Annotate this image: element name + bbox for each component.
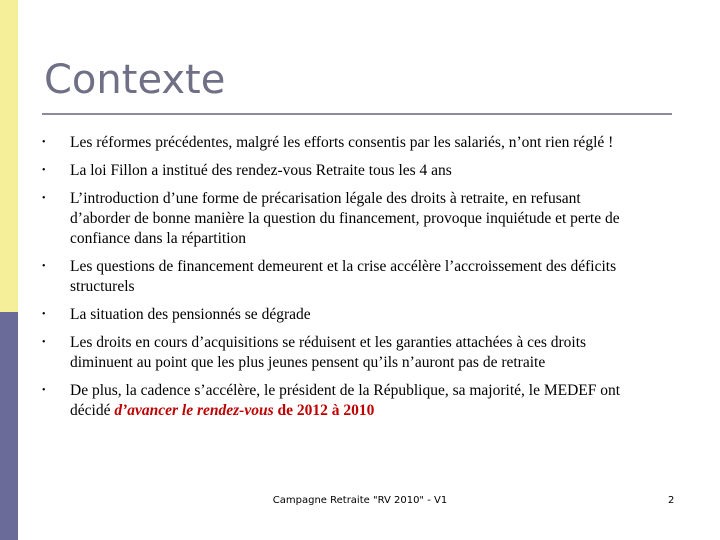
slide-title: Contexte	[44, 57, 226, 103]
bullet-text: La situation des pensionnés se dégrade	[70, 306, 311, 323]
bullet-text: L’introduction d’une forme de précarisation légale des droits à retraite, en refusant d’aborder de bonne manière la question du financement, provoque inquiétude et perte de confiance dans la répartition	[70, 190, 620, 247]
bullet-marker: •	[42, 261, 46, 272]
bullet-marker: •	[42, 193, 46, 204]
bullet-item-last	[42, 381, 642, 421]
bullet-text: Les droits en cours d’acquisitions se réduisent et les garanties attachées à ces droits diminuent au point que les plus jeunes pensent qu’ils n’auront pas de retraite	[70, 334, 587, 371]
bullet-list	[42, 133, 642, 429]
bullet-item	[42, 189, 642, 249]
bullet-marker: •	[42, 137, 46, 148]
title-divider	[42, 113, 672, 115]
bullet-text: Les réformes précédentes, malgré les efforts consentis par les salariés, n’ont rien réglé !	[70, 134, 614, 151]
bullet-emphasis-italic: d’avancer le rendez-vous	[114, 402, 274, 419]
bullet-emphasis-bold: de 2012 à 2010	[273, 402, 375, 419]
side-band-yellow	[0, 0, 18, 312]
bullet-text-prefix: De plus, la cadence s’accélère, le président de la République, sa majorité, le MEDEF ont décidé	[70, 382, 621, 419]
bullet-text: Les questions de financement demeurent et la crise accélère l’accroissement des déficits structurels	[70, 258, 617, 295]
bullet-item	[42, 257, 642, 297]
page-number: 2	[668, 495, 675, 506]
slide-footer: Campagne Retraite "RV 2010" - V1	[272, 495, 448, 506]
bullet-marker: •	[42, 385, 46, 396]
bullet-marker: •	[42, 337, 46, 348]
bullet-item	[42, 161, 642, 181]
bullet-marker: •	[42, 309, 46, 320]
bullet-item	[42, 333, 642, 373]
bullet-text: La loi Fillon a institué des rendez-vous Retraite tous les 4 ans	[70, 162, 452, 179]
bullet-marker: •	[42, 165, 46, 176]
bullet-item	[42, 133, 642, 153]
bullet-item	[42, 305, 642, 325]
